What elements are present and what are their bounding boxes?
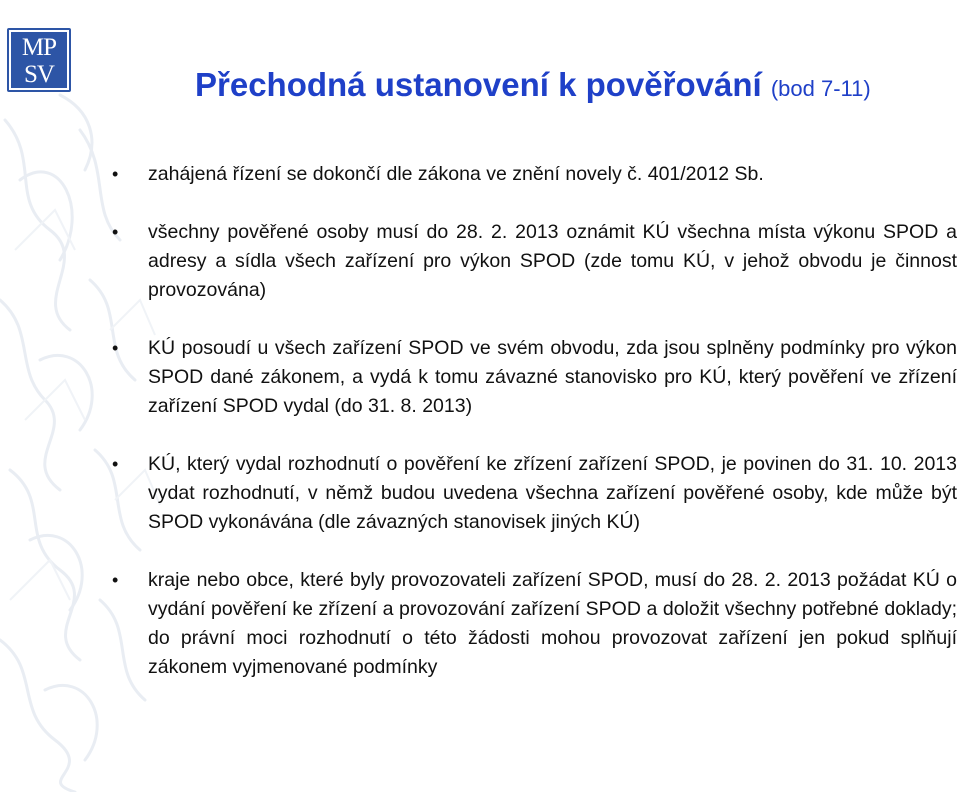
bullet-item: • zahájená řízení se dokončí dle zákona ve znění novely č. 401/2012 Sb. bbox=[110, 160, 957, 189]
slide-title-sub: (bod 7-11) bbox=[770, 76, 871, 101]
slide-title-main: Přechodná ustanovení k pověřování bbox=[195, 66, 762, 103]
bullet-item: • KÚ posoudí u všech zařízení SPOD ve svém obvodu, zda jsou splněny podmínky pro výkon SPOD dané zákonem, a vydá k tomu závazné stanovisko pro KÚ, který pověření ve zřízení zařízení SPOD vydal (do 31. 8. 2013) bbox=[110, 334, 957, 421]
mpsv-logo bbox=[7, 28, 71, 92]
bullet-item: • kraje nebo obce, které byly provozovateli zařízení SPOD, musí do 28. 2. 2013 požádat KÚ o vydání pověření ke zřízení a provozování zařízení SPOD a doložit všechny potřebné doklady; do právní moci rozhodnutí o této žádosti mohou provozovat zařízení jen pokud splňují zákonem vyjmenované podmínky bbox=[110, 566, 957, 682]
slide-title bbox=[195, 66, 871, 104]
logo-line-1: MP bbox=[21, 34, 57, 61]
bullet-list bbox=[110, 160, 957, 711]
bullet-item: • všechny pověřené osoby musí do 28. 2. 2013 oznámit KÚ všechna místa výkonu SPOD a adresy a sídla všech zařízení pro výkon SPOD (zde tomu KÚ, v jehož obvodu je činnost provozována) bbox=[110, 218, 957, 305]
logo-line-2: SV bbox=[24, 61, 54, 88]
bullet-item: • KÚ, který vydal rozhodnutí o pověření ke zřízení zařízení SPOD, je povinen do 31. 10. 2013 vydat rozhodnutí, v němž budou uvedena všechna zařízení pověřené osoby, kde může být SPOD vykonávána (dle závazných stanovisek jiných KÚ) bbox=[110, 450, 957, 537]
